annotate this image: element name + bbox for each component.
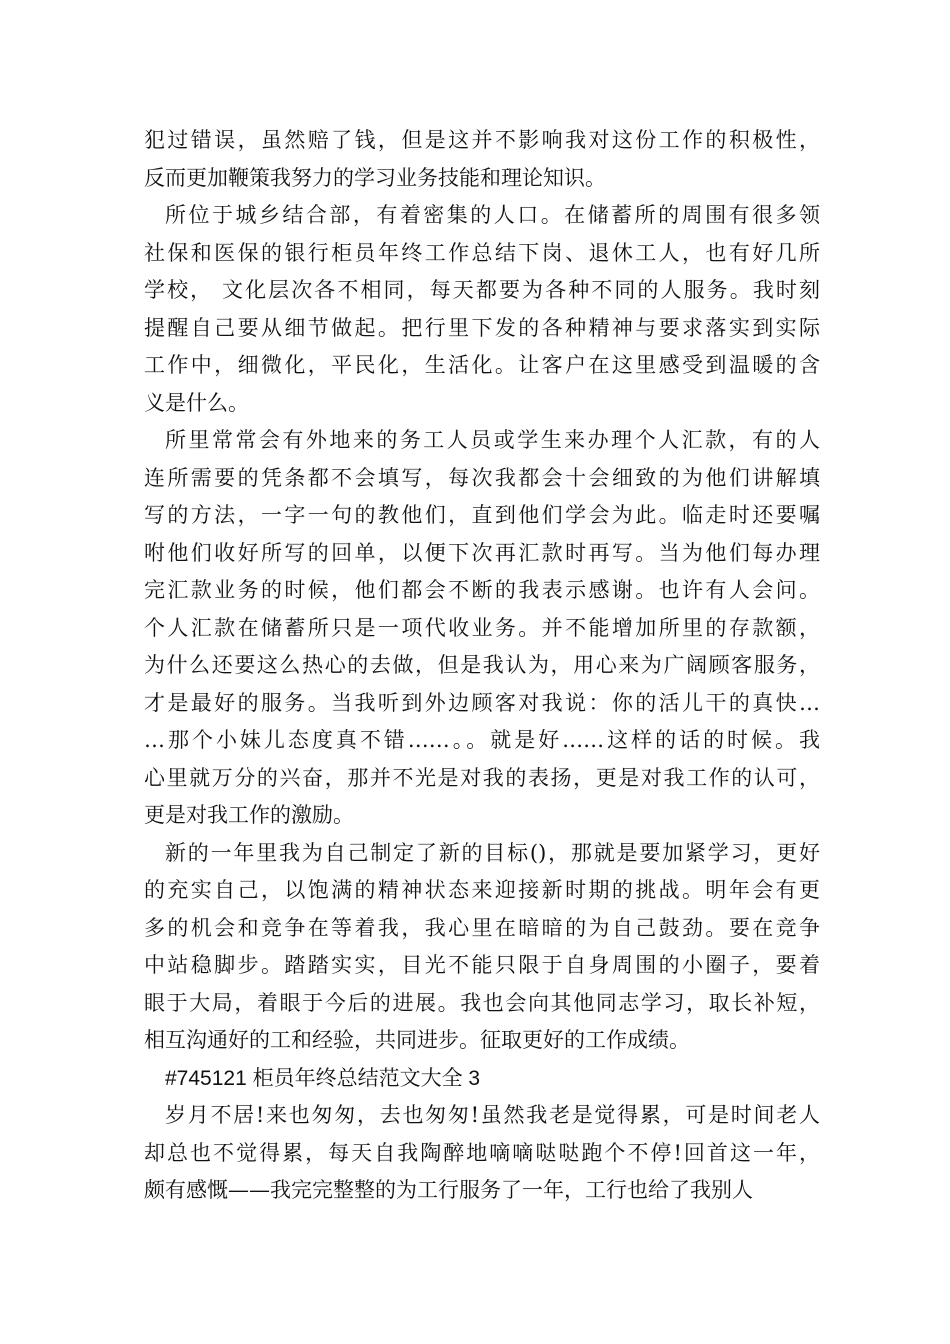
paragraph-line: 社保和医保的银行柜员年终工作总结下岗、退休工人，也有好几所 [144,240,820,265]
paragraph-line: 为什么还要这么热心的去做，但是我认为，用心来为广阔顾客服务， [144,653,820,677]
paragraph-line: 完汇款业务的时候，他们都会不断的我表示感谢。也许有人会问。 [144,578,820,602]
paragraph-line: 个人汇款在储蓄所只是一项代收业务。并不能增加所里的存款额， [144,615,820,640]
paragraph-line: 才是最好的服务。当我听到外边顾客对我说：你的活儿干的真快… [144,690,820,715]
paragraph [144,122,820,197]
paragraph-line: 犯过错误，虽然赔了钱，但是这并不影响我对这份工作的积极性， [144,128,820,152]
paragraph-line: 提醒自己要从细节做起。把行里下发的各种精神与要求落实到实际 [144,315,820,340]
paragraph [144,835,820,1060]
paragraph-line: 咐他们收好所写的回单，以便下次再汇款时再写。当为他们每办理 [144,540,820,565]
paragraph-line: 中站稳脚步。踏踏实实，目光不能只限于自身周围的小圈子，要着 [144,953,820,977]
paragraph [144,197,820,422]
paragraph-line: 心里就万分的兴奋，那并不光是对我的表扬，更是对我工作的认可， [144,765,820,790]
paragraph-line: …那个小妹儿态度真不错……。。就是好……这样的话的时候。我 [144,728,820,752]
paragraph-line: 却总也不觉得累，每天自我陶醉地嘀嘀哒哒跑个不停!回首这一年， [144,1140,820,1165]
paragraph-line: 更是对我工作的激励。 [144,803,354,827]
paragraph-line: 学校， 文化层次各不相同，每天都要为各种不同的人服务。我时刻 [144,278,820,302]
heading-text: #745121 柜员年终总结范文大全 3 [165,1066,481,1090]
paragraph [144,1097,820,1210]
paragraph-line: 新的一年里我为自己制定了新的目标()，那就是要加紧学习，更好 [165,840,820,865]
paragraph [144,422,820,835]
paragraph-line: 所位于城乡结合部，有着密集的人口。在储蓄所的周围有很多领 [165,203,820,227]
paragraph-line: 所里常常会有外地来的务工人员或学生来办理个人汇款，有的人 [165,428,820,452]
paragraph-line: 义是什么。 [144,390,249,415]
paragraph-line: 连所需要的凭条都不会填写，每次我都会十会细致的为他们讲解填 [144,465,820,490]
paragraph-line: 写的方法，一字一句的教他们，直到他们学会为此。临走时还要嘱 [144,503,820,527]
paragraph-line: 眼于大局，着眼于今后的进展。我也会向其他同志学习，取长补短， [144,990,820,1015]
paragraph-line: 的充实自己，以饱满的精神状态来迎接新时期的挑战。明年会有更 [144,878,820,902]
paragraph-line: 工作中，细微化，平民化，生活化。让客户在这里感受到温暖的含 [144,353,820,377]
paragraph-line: 颇有感慨——我完完整整的为工行服务了一年，工行也给了我别人 [144,1178,753,1202]
section-heading [144,1060,820,1098]
paragraph-line: 岁月不居!来也匆匆，去也匆匆!虽然我老是觉得累，可是时间老人 [165,1103,820,1127]
document-body [144,122,820,1210]
paragraph-line: 相互沟通好的工和经验，共同进步。征取更好的工作成绩。 [144,1028,690,1052]
paragraph-line: 多的机会和竞争在等着我，我心里在暗暗的为自己鼓劲。要在竞争 [144,915,820,940]
paragraph-line: 反而更加鞭策我努力的学习业务技能和理论知识。 [144,165,606,190]
